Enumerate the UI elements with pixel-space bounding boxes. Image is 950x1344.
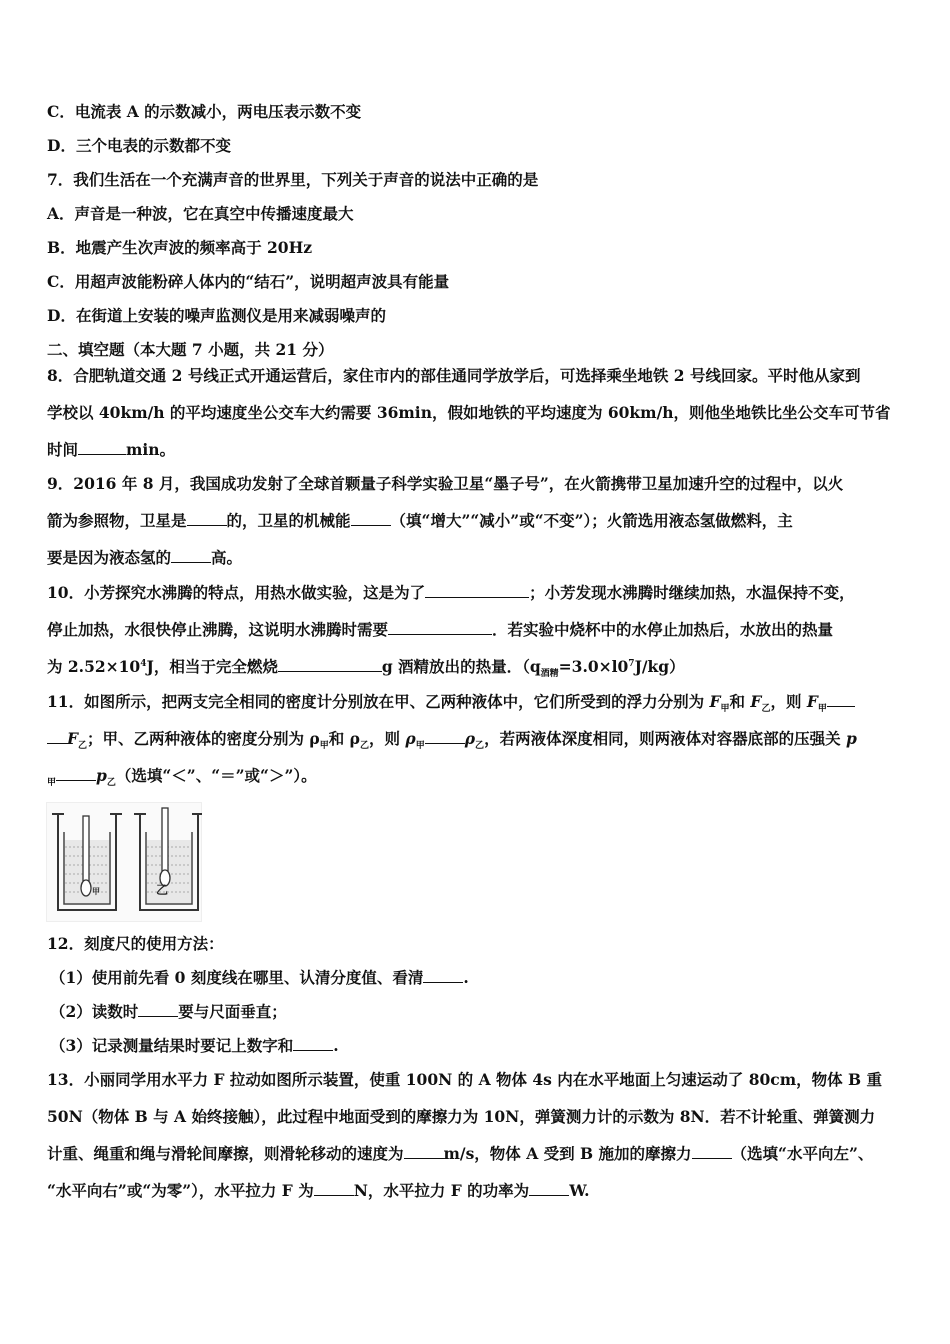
q7-option-a: A．声音是一种波，它在真空中传播速度最大 xyxy=(47,204,354,223)
q12-text: （3）记录测量结果时要记上数字和 xyxy=(50,1036,294,1055)
q11-symbol: ρ xyxy=(405,729,416,748)
q6-option-d: D．三个电表的示数都不变 xyxy=(47,136,231,155)
q7-stem: 7．我们生活在一个充满声音的世界里，下列关于声音的说法中正确的是 xyxy=(47,170,539,189)
q11-subscript: 乙 xyxy=(475,741,485,752)
beaker-yi-label: 乙 xyxy=(156,883,169,897)
q9-blank-3[interactable] xyxy=(171,548,211,563)
q10-line1 xyxy=(47,583,855,603)
q10-text: =3.0×l0 xyxy=(558,657,629,676)
q8-line1: 8．合肥轨道交通 2 号线正式开通运营后，家住市内的部佳通同学放学后，可选择乘坐地铁 2 号线回家。平时他从家到 xyxy=(47,366,861,385)
q10-subscript: 酒精 xyxy=(540,669,559,680)
hydrometer-figure xyxy=(46,802,202,922)
q8-blank[interactable] xyxy=(78,440,126,455)
q10-superscript: 4 xyxy=(140,658,147,669)
q12-text: （2）读数时 xyxy=(50,1002,139,1021)
q11-subscript: 甲 xyxy=(817,704,827,715)
q8-text: 时间 xyxy=(47,440,79,459)
q11-blank-2[interactable] xyxy=(425,729,465,744)
q11-symbol: F xyxy=(709,692,721,711)
q10-text: ；小芳发现水沸腾时继续加热，水温保持不变， xyxy=(529,583,855,602)
q11-subscript: 甲 xyxy=(319,741,329,752)
q11-text: ；甲、乙两种液体的密度分别为 ρ xyxy=(87,729,320,748)
q12-blank-1[interactable] xyxy=(423,968,463,983)
q10-text: J/kg） xyxy=(634,657,685,676)
q8-line3 xyxy=(47,440,175,460)
q11-symbol: F xyxy=(750,692,762,711)
q8-line2: 学校以 40km/h 的平均速度坐公交车大约需要 36min，假如地铁的平均速度为 60km/h，则他坐地铁比坐公交车可节省 xyxy=(47,403,891,422)
q9-line1: 9．2016 年 8 月，我国成功发射了全球首颗量子科学实验卫星“墨子号”，在火箭携带卫星加速升空的过程中，以火 xyxy=(47,474,844,493)
q10-text: 10．小芳探究水沸腾的特点，用热水做实验，这是为了 xyxy=(47,583,426,602)
q7-option-c: C．用超声波能粉碎人体内的“结石”，说明超声波具有能量 xyxy=(47,272,450,291)
q12-text: . xyxy=(463,968,469,987)
q10-text: 停止加热，水很快停止沸腾，这说明水沸腾时需要 xyxy=(47,620,389,639)
q11-subscript: 甲 xyxy=(720,704,730,715)
q9-blank-2[interactable] xyxy=(351,511,391,526)
q11-symbol: p xyxy=(845,729,857,748)
q11-symbol: F xyxy=(806,692,818,711)
q11-text: ，则 xyxy=(770,692,807,711)
q9-text: 要是因为液态氢的 xyxy=(47,548,172,567)
q9-text: （填“增大”“减小”或“不变”）；火箭选用液态氢做燃料，主 xyxy=(390,511,793,530)
q11-blank-3[interactable] xyxy=(56,766,96,781)
q11-subscript: 乙 xyxy=(78,741,88,752)
q12-text: . xyxy=(333,1036,339,1055)
q10-blank-2[interactable] xyxy=(388,620,492,635)
q11-text: （选填“＜”、“＝”或“＞”）。 xyxy=(115,766,317,785)
q13-text: 计重、绳重和绳与滑轮间摩擦，则滑轮移动的速度为 xyxy=(47,1144,404,1163)
q11-subscript: 乙 xyxy=(106,778,116,789)
q10-line2 xyxy=(47,620,833,640)
q10-blank-1[interactable] xyxy=(425,583,529,598)
q11-blank-1a[interactable] xyxy=(827,692,855,707)
q12-step3 xyxy=(50,1036,339,1056)
q12-step2 xyxy=(50,1002,287,1022)
q11-symbol: ρ xyxy=(464,729,476,748)
q11-line2 xyxy=(47,729,857,752)
q12-text: 要与尺面垂直； xyxy=(178,1002,287,1021)
q11-text: ，若两液体深度相同，则两液体对容器底部的压强关 xyxy=(484,729,846,748)
q10-text: J，相当于完全燃烧 xyxy=(146,657,278,676)
q7-option-d: D．在街道上安装的噪声监测仪是用来减弱噪声的 xyxy=(47,306,386,325)
q13-text: （选填“水平向左”、 xyxy=(731,1144,874,1163)
q9-text: 的，卫星的机械能 xyxy=(226,511,351,530)
q10-line3 xyxy=(47,657,685,680)
q11-text: 11．如图所示，把两支完全相同的密度计分别放在甲、乙两种液体中，它们所受到的浮力分别为 xyxy=(47,692,710,711)
q12-blank-3[interactable] xyxy=(293,1036,333,1051)
q11-subscript: 甲 xyxy=(415,741,425,752)
q11-symbol: p xyxy=(96,766,107,785)
q13-blank-3[interactable] xyxy=(314,1181,354,1196)
q11-subscript: 甲 xyxy=(47,778,57,789)
q11-text: 和 ρ xyxy=(328,729,360,748)
q7-option-b: B．地震产生次声波的频率高于 20Hz xyxy=(47,238,313,257)
q13-blank-4[interactable] xyxy=(529,1181,569,1196)
q10-text: ．若实验中烧杯中的水停止加热后，水放出的热量 xyxy=(492,620,834,639)
q9-line2 xyxy=(47,511,793,531)
q12-step1 xyxy=(50,968,469,988)
q13-line2: 50N（物体 B 与 A 始终接触），此过程中地面受到的摩擦力为 10N，弹簧测力计的示数为 8N．若不计轮重、弹簧测力 xyxy=(47,1107,876,1126)
q10-text: g 酒精放出的热量．（q xyxy=(381,657,541,676)
q10-superscript: 7 xyxy=(628,658,635,669)
q9-text: 高。 xyxy=(211,548,243,567)
q13-text: m/s，物体 A 受到 B 施加的摩擦力 xyxy=(443,1144,692,1163)
q11-subscript: 乙 xyxy=(761,704,771,715)
q12-text: （1）使用前先看 0 刻度线在哪里、认清分度值、看清 xyxy=(50,968,424,987)
q11-subscript: 乙 xyxy=(359,741,369,752)
q13-blank-2[interactable] xyxy=(692,1144,732,1159)
q9-blank-1[interactable] xyxy=(187,511,227,526)
q9-text: 箭为参照物，卫星是 xyxy=(47,511,187,530)
section-heading: 二、填空题（本大题 7 小题，共 21 分） xyxy=(47,340,334,359)
q12-stem: 12．刻度尺的使用方法： xyxy=(47,934,224,953)
q11-symbol: F xyxy=(67,729,79,748)
q10-text: 为 2.52×10 xyxy=(47,657,141,676)
q11-line1 xyxy=(47,692,855,715)
q11-blank-1b[interactable] xyxy=(47,729,67,744)
q9-line3 xyxy=(47,548,242,568)
q13-line1: 13．小丽同学用水平力 F 拉动如图所示装置，使重 100N 的 A 物体 4s 内在水平地面上匀速运动了 80cm，物体 B 重 xyxy=(47,1070,883,1089)
q13-blank-1[interactable] xyxy=(404,1144,444,1159)
q6-option-c: C．电流表 A 的示数减小，两电压表示数不变 xyxy=(47,102,362,121)
q13-line4 xyxy=(47,1181,590,1201)
q10-blank-3[interactable] xyxy=(278,657,382,672)
q8-text: min。 xyxy=(126,440,176,459)
q11-text: 和 xyxy=(729,692,751,711)
beaker-jia-label: 甲 xyxy=(92,886,100,896)
q12-blank-2[interactable] xyxy=(138,1002,178,1017)
q11-line3 xyxy=(47,766,317,789)
q11-text: ，则 xyxy=(369,729,406,748)
q13-text: W. xyxy=(569,1181,590,1200)
q13-line3 xyxy=(47,1144,873,1164)
q13-text: N，水平拉力 F 的功率为 xyxy=(353,1181,530,1200)
q13-text: “水平向右”或“为零”），水平拉力 F 为 xyxy=(47,1181,314,1200)
